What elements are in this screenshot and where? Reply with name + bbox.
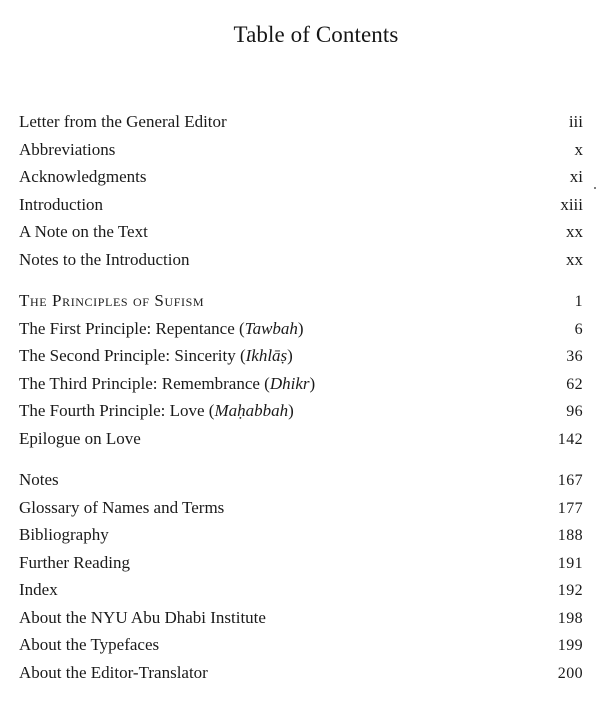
arabic-term: Maḥabbah	[214, 401, 289, 420]
toc-back-matter	[19, 466, 583, 686]
toc-entry[interactable]	[19, 397, 583, 425]
toc-entry-page: 1	[574, 293, 583, 310]
toc-entry-page: 96	[566, 403, 583, 420]
toc-entry[interactable]	[19, 191, 583, 219]
toc-entry[interactable]	[19, 631, 583, 659]
toc-entry[interactable]	[19, 108, 583, 136]
arabic-term: Tawbah	[244, 318, 298, 338]
page-title: Table of Contents	[233, 22, 399, 47]
toc-entry[interactable]	[19, 521, 583, 549]
toc-entry[interactable]	[19, 315, 583, 343]
toc-entry-label: Introduction	[19, 194, 104, 214]
toc-entry[interactable]	[19, 425, 583, 453]
toc-entry-label: The Fourth Principle: Love (Maḥabbah)	[19, 401, 294, 420]
toc-entry-page: 36	[566, 348, 583, 365]
toc-entry-label: Bibliography	[19, 525, 109, 544]
toc-entry-label: Glossary of Names and Terms	[19, 497, 225, 517]
toc-entry-label: Index	[19, 580, 58, 599]
toc-entry-page: 62	[566, 375, 583, 393]
toc-entry-label: The Second Principle: Sincerity (Ikhlāṣ)	[19, 346, 293, 365]
toc-entry-page: xiii	[560, 194, 583, 214]
toc-entry-label: Notes to the Introduction	[19, 249, 190, 269]
toc-entry[interactable]	[19, 370, 583, 398]
toc-entry[interactable]	[19, 136, 583, 164]
toc-entry-label: The Principles of Sufism	[19, 291, 205, 310]
toc-entry-page: x	[574, 139, 583, 159]
toc-entry[interactable]	[19, 494, 583, 522]
toc-entry-label: Further Reading	[19, 552, 130, 572]
toc-entry-page: 177	[557, 499, 583, 517]
toc-entry-page: 6	[574, 320, 583, 338]
toc-entry-label: About the NYU Abu Dhabi Institute	[19, 607, 266, 627]
toc-entry-label: Notes	[19, 470, 59, 489]
toc-entry-label: The Third Principle: Remembrance (Dhikr)	[19, 373, 316, 393]
toc-entry-page: 199	[557, 637, 583, 654]
toc-entry[interactable]	[19, 218, 583, 246]
toc-entry-label: A Note on the Text	[19, 222, 148, 241]
toc-entry-label: Letter from the General Editor	[19, 112, 227, 131]
toc-entry-page: xx	[566, 222, 583, 241]
toc-entry[interactable]	[19, 576, 583, 604]
toc-entry-page: 142	[557, 430, 583, 448]
toc-entry-page: 167	[557, 472, 583, 489]
toc-entry-page: xx	[566, 249, 583, 269]
toc-entry[interactable]	[19, 342, 583, 370]
toc-front-matter	[19, 108, 583, 273]
toc-entry[interactable]	[19, 163, 583, 191]
toc-entry-page: xi	[569, 167, 583, 186]
arabic-term: Ikhlāṣ	[245, 346, 288, 365]
toc-entry[interactable]	[19, 246, 583, 274]
toc-entry-page: 192	[557, 582, 583, 599]
toc-entry-label: Abbreviations	[19, 139, 116, 159]
toc-entry[interactable]	[19, 466, 583, 494]
toc-entry-label: About the Editor-Translator	[19, 662, 208, 682]
toc-part-heading[interactable]	[19, 287, 583, 315]
toc-entry-label: Epilogue on Love	[19, 428, 141, 448]
toc-main-text	[19, 287, 583, 452]
toc-entry-page: 188	[557, 527, 583, 544]
toc-entry-page: 198	[557, 609, 583, 627]
toc-entry-label: The First Principle: Repentance (Tawbah)	[19, 318, 304, 338]
scan-speck	[594, 187, 596, 189]
toc-entry-page: 191	[557, 554, 583, 572]
toc-entry-page: 200	[557, 664, 583, 682]
toc-entry[interactable]	[19, 604, 583, 632]
toc-entry-label: About the Typefaces	[19, 635, 160, 654]
toc-entry-page: iii	[568, 112, 583, 131]
toc-entry[interactable]	[19, 549, 583, 577]
arabic-term: Dhikr	[269, 373, 310, 393]
toc-entry-label: Acknowledgments	[19, 167, 147, 186]
toc-entry[interactable]	[19, 659, 583, 687]
